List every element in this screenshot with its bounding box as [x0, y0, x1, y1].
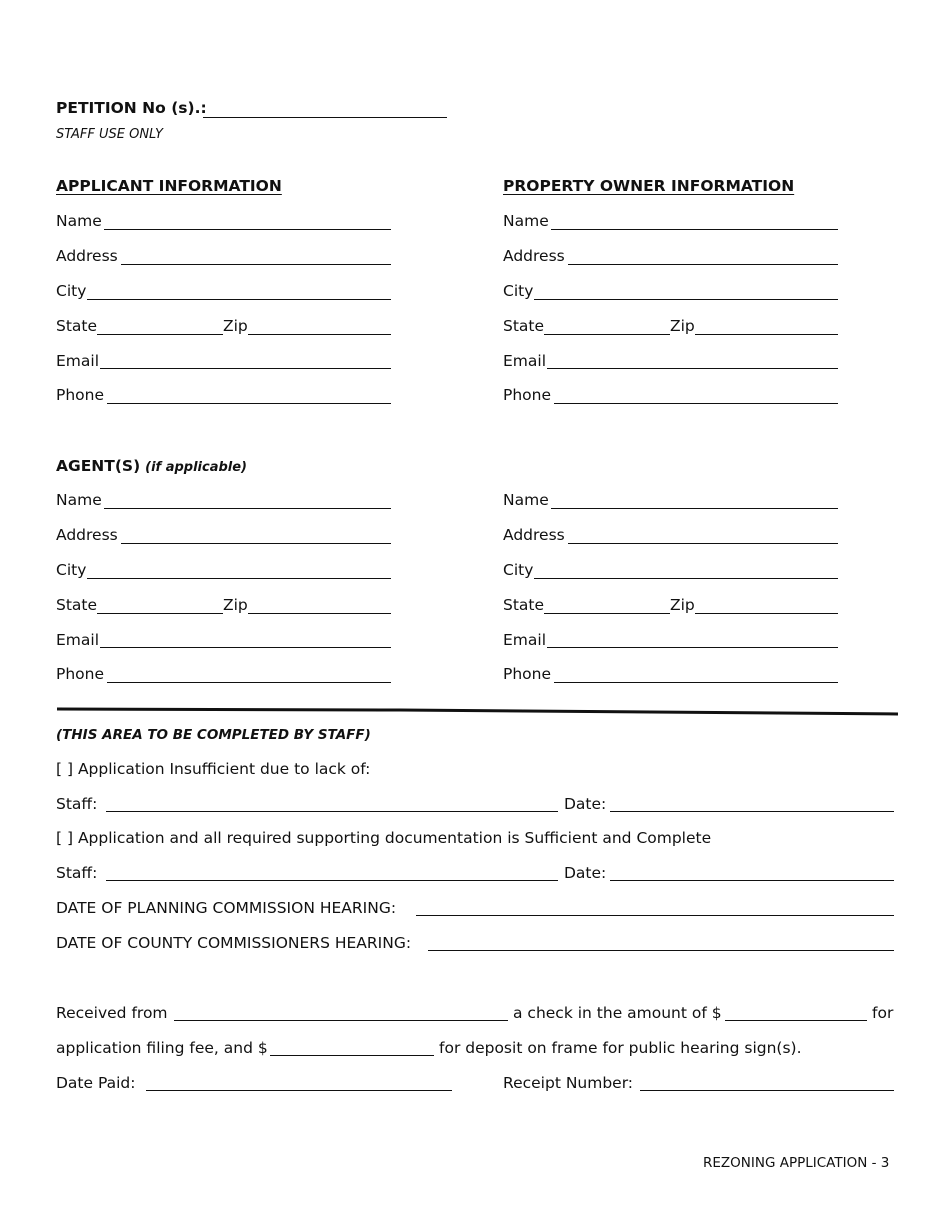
agent2-address-label: Address — [503, 526, 565, 544]
agent2-zip-label: Zip — [670, 596, 695, 614]
applicant-city-label: City — [56, 282, 87, 300]
staff1-field[interactable] — [106, 811, 558, 812]
insufficient-checkbox-label[interactable]: [ ] Application Insufficient due to lack of: — [56, 760, 371, 778]
check-amount-label: a check in the amount of $ — [513, 1004, 722, 1022]
divider-stroke — [57, 709, 898, 714]
check-amount-field[interactable] — [725, 1020, 867, 1021]
deposit-label: for deposit on frame for public hearing sign(s). — [439, 1039, 802, 1057]
agent1-email-label: Email — [56, 631, 100, 649]
received-from-field[interactable] — [174, 1020, 508, 1021]
date-paid-field[interactable] — [146, 1090, 452, 1091]
staff1-label: Staff: — [56, 795, 98, 813]
agents-note: (if applicable) — [145, 460, 247, 475]
staff2-field[interactable] — [106, 880, 558, 881]
applicant-state-label: State — [56, 317, 98, 335]
for-label: for — [872, 1004, 894, 1022]
owner-name-label: Name — [503, 212, 549, 230]
applicant-phone-label: Phone — [56, 386, 105, 404]
staff-area-heading: (THIS AREA TO BE COMPLETED BY STAFF) — [56, 727, 371, 743]
staff2-label: Staff: — [56, 864, 98, 882]
owner-email-label: Email — [503, 352, 547, 370]
date2-label: Date: — [564, 864, 607, 882]
agent1-zip-label: Zip — [223, 596, 248, 614]
receipt-number-field[interactable] — [640, 1090, 894, 1091]
owner-city-label: City — [503, 282, 534, 300]
planning-hearing-label: DATE OF PLANNING COMMISSION HEARING: — [56, 899, 397, 917]
deposit-amount-field[interactable] — [270, 1055, 434, 1056]
owner-address-label: Address — [503, 247, 565, 265]
petition-label: PETITION No (s).: — [56, 99, 207, 117]
agent1-name-label: Name — [56, 491, 102, 509]
property-owner-heading: PROPERTY OWNER INFORMATION — [503, 177, 795, 195]
owner-state-label: State — [503, 317, 545, 335]
applicant-heading: APPLICANT INFORMATION — [56, 177, 282, 195]
applicant-email-label: Email — [56, 352, 100, 370]
date-paid-label: Date Paid: — [56, 1074, 136, 1092]
agent1-phone-label: Phone — [56, 665, 105, 683]
filing-fee-label: application filing fee, and $ — [56, 1039, 268, 1057]
page-footer: REZONING APPLICATION - 3 — [703, 1155, 890, 1171]
date1-label: Date: — [564, 795, 607, 813]
received-from-label: Received from — [56, 1004, 168, 1022]
agent1-city-label: City — [56, 561, 87, 579]
agent2-email-label: Email — [503, 631, 547, 649]
date2-field[interactable] — [610, 880, 894, 881]
agents-heading: AGENT(S) — [56, 457, 141, 475]
agent2-phone-label: Phone — [503, 665, 552, 683]
county-hearing-field[interactable] — [428, 950, 894, 951]
county-hearing-label: DATE OF COUNTY COMMISSIONERS HEARING: — [56, 934, 412, 952]
sufficient-checkbox-label[interactable]: [ ] Application and all required supporting documentation is Sufficient and Complete — [56, 829, 712, 847]
planning-hearing-field[interactable] — [416, 915, 894, 916]
receipt-number-label: Receipt Number: — [503, 1074, 634, 1092]
agent2-state-label: State — [503, 596, 545, 614]
agent1-address-label: Address — [56, 526, 118, 544]
applicant-address-label: Address — [56, 247, 118, 265]
owner-phone-label: Phone — [503, 386, 552, 404]
date1-field[interactable] — [610, 811, 894, 812]
agent1-state-label: State — [56, 596, 98, 614]
staff-use-only-note: STAFF USE ONLY — [56, 127, 163, 142]
applicant-name-label: Name — [56, 212, 102, 230]
agent2-name-label: Name — [503, 491, 549, 509]
owner-zip-label: Zip — [670, 317, 695, 335]
applicant-zip-label: Zip — [223, 317, 248, 335]
agent2-city-label: City — [503, 561, 534, 579]
